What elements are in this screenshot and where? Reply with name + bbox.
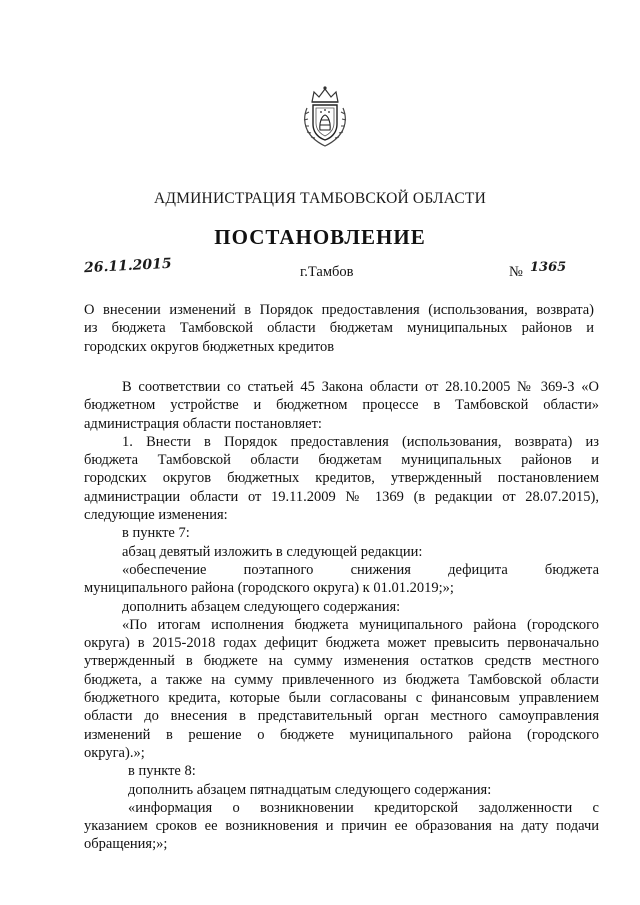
body-line: указанием сроков ее возникновения и причин ее образования на дату подачи [84,818,599,835]
body-line: бюджетном устройстве и бюджетном процессе в Тамбовской области» [84,397,599,414]
body-line: абзац девятый изложить в следующей редакции: [122,543,423,560]
coat-of-arms-icon [298,84,352,148]
body-line: изменений в решение о бюджете муниципального района (городского [84,726,599,743]
body-line: дополнить абзацем пятнадцатым следующего содержания: [128,781,492,798]
body-line: «информация о возникновении кредиторской задолженности с [128,799,599,816]
body-line: обращения;»; [84,836,168,853]
organization-name: АДМИНИСТРАЦИЯ ТАМБОВСКОЙ ОБЛАСТИ [154,190,486,207]
body-line: следующие изменения: [84,507,228,524]
body-line: в пункте 7: [122,525,190,542]
body-line: бюджета, а также на сумму привлеченного из бюджета Тамбовской области [84,671,599,688]
body-line: «По итогам исполнения бюджета муниципального района (городского [122,616,599,633]
body-line: дополнить абзацем следующего содержания: [122,598,401,615]
body-line: бюджета Тамбовской области бюджетам муниципальных районов и [84,452,599,469]
document-type-title: ПОСТАНОВЛЕНИЕ [214,225,426,249]
body-line: округа) в 2015-2018 годах дефицит бюджета может превысить первоначально [84,635,599,652]
subject-line: О внесении изменений в Порядок предоставления (использования, возврата) [84,303,594,318]
document-date: 26.11.2015 [83,255,173,277]
document-subject [84,303,594,355]
subject-line: городских округов бюджетных кредитов [84,338,335,355]
body-line: муниципального района (городского округа) к 01.01.2019;»; [84,580,454,597]
body-line: утвержденный в бюджете на сумму изменения остатков средств местного [84,653,599,670]
body-line: городских округов бюджетных кредитов, утвержденный постановлением [84,470,599,487]
document-number: 1365 [530,260,567,275]
document-city: г.Тамбов [300,264,354,280]
body-line: в пункте 8: [128,763,196,780]
body-line: «обеспечение поэтапного снижения дефицита бюджета [122,561,599,578]
body-line: области до внесения в представительный орган местного самоуправления [84,708,599,725]
body-line: администрации области от 19.11.2009 № 1369 (в редакции от 28.07.2015), [84,488,599,505]
body-line: администрация области постановляет: [84,415,322,432]
document-body [84,378,599,854]
body-line: округа).»; [84,744,145,761]
body-line: бюджетного кредита, которые были согласованы с финансовым управлением [84,690,599,707]
document-number-label: № [509,264,523,280]
body-line: В соответствии со статьей 45 Закона области от 28.10.2005 № 369-З «О [122,379,599,395]
subject-line: из бюджета Тамбовской области бюджетам муниципальных районов и [84,321,594,337]
body-line: 1. Внести в Порядок предоставления (использования, возврата) из [122,433,599,450]
